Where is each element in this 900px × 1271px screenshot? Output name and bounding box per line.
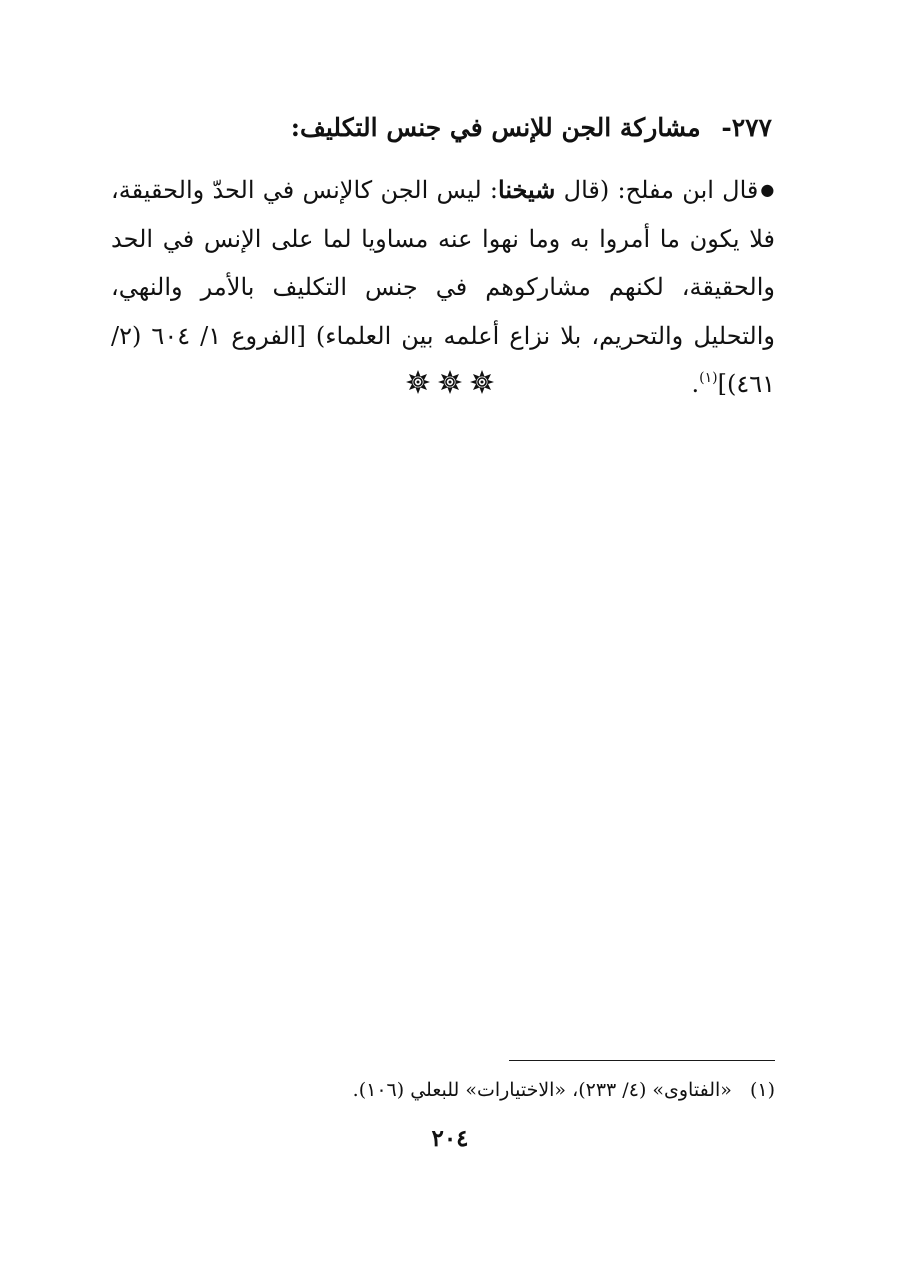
section-title: مشاركة الجن للإنس في جنس التكليف:	[290, 113, 701, 142]
star-ornament-icon	[437, 369, 463, 395]
quote-lead: قال ابن مفلح: (قال	[555, 176, 759, 204]
star-ornament-icon	[405, 369, 431, 395]
bullet-icon: ●	[760, 180, 775, 199]
page-number: ٢٠٤	[431, 1125, 469, 1152]
paragraph-end: .	[691, 370, 700, 398]
quote-text: : ليس الجن كالإنس في الحدّ والحقيقة، فلا يكون ما أمروا به وما نهوا عنه مساويا لما على الإنس في الحد والحقيقة، لكنهم مشاركوهم في جنس التكليف بالأمر والنهي، والتحليل والتحريم، بلا نزاع أعلمه بين العلماء) [الفروع ١/ ٦٠٤ (٢/ ٤٦١)]	[111, 176, 776, 398]
section-separator	[405, 368, 495, 396]
star-ornament-icon	[469, 369, 495, 395]
footnote	[315, 1075, 775, 1105]
section-heading	[122, 108, 772, 148]
footnote-reference[interactable]: (١)	[699, 370, 718, 386]
sheikh-label: شيخنا	[498, 175, 556, 204]
footnote-marker: (١)	[749, 1079, 775, 1101]
section-number: ٢٧٧-	[721, 113, 772, 142]
footnote-text: «الفتاوى» (٤/ ٢٣٣)، «الاختيارات» للبعلي (١٠٦).	[352, 1079, 732, 1101]
footnote-divider	[509, 1060, 775, 1061]
